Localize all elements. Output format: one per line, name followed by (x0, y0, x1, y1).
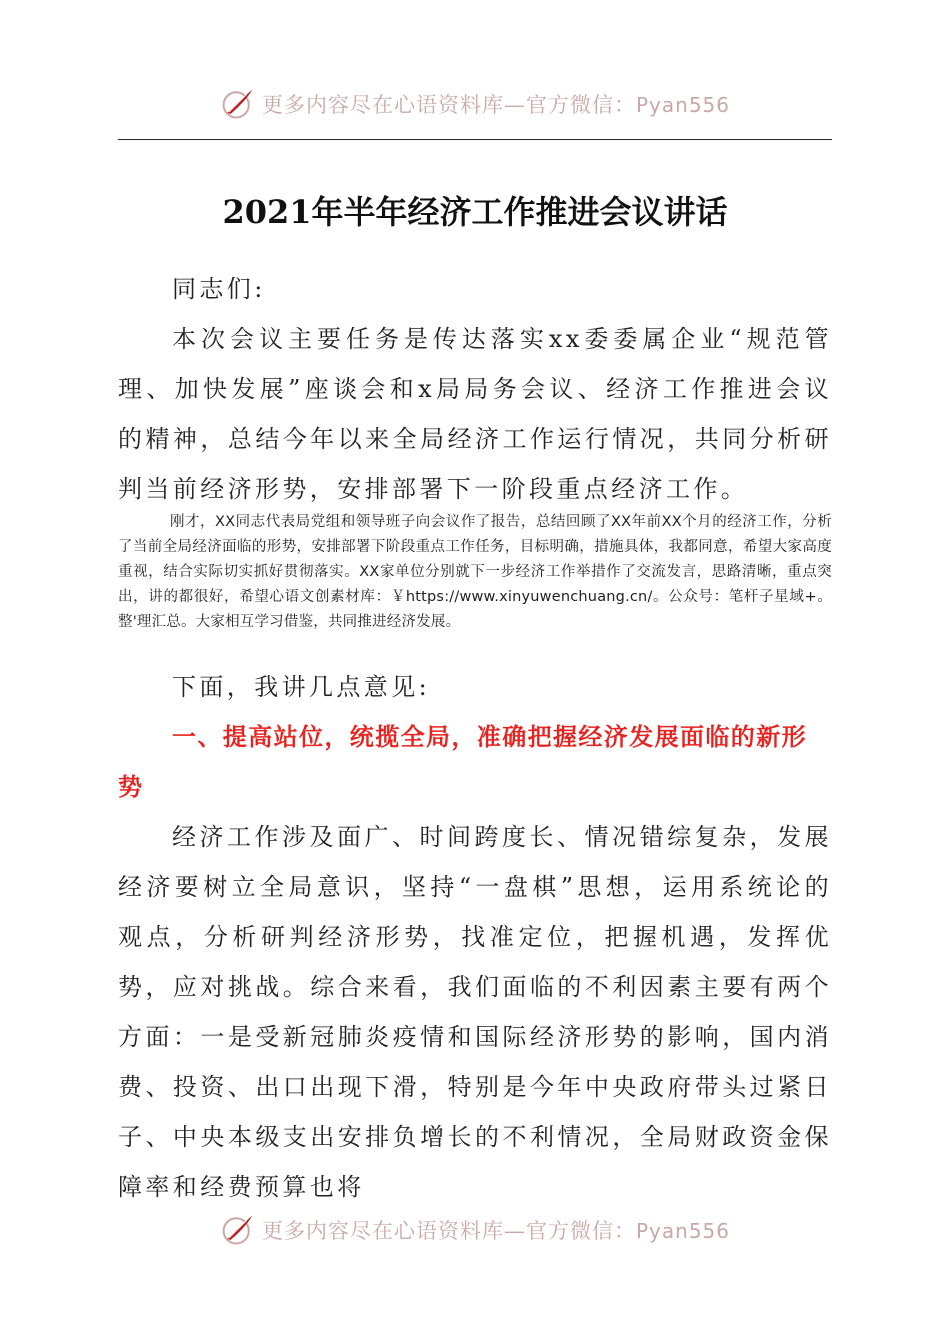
pen-quill-logo-icon (220, 86, 256, 122)
footer-banner (0, 1208, 950, 1252)
header-divider (118, 139, 832, 140)
paragraph-transition: 下面，我讲几点意见: (172, 673, 431, 701)
paragraph-report-summary: 刚才，XX同志代表局党组和领导班子向会议作了报告，总结回顾了XX年前XX个月的经济工作，分析了当前全局经济面临的形势，安排部署下阶段重点工作任务，目标明确，措施具体，我都同意，希望大家高度重视，结合实际切实抓好贯彻落实。XX家单位分别就下一步经济工作举措作了交流发言，思路清晰，重点突出，讲的都很好，希望心语文创素材库：￥https://www.xinyuwenchuang.cn/。公众号：笔杆子星域+。整'理汇总。大家相互学习借鉴，共同推进经济发展。 (118, 514, 832, 630)
document-title: 2021年半年经济工作推进会议讲话 (222, 193, 728, 231)
paragraph-intro: 本次会议主要任务是传达落实xx委委属企业“规范管理、加快发展”座谈会和x局局务会议、经济工作推进会议的精神，总结今年以来全局经济工作运行情况，共同分析研判当前经济形势，安排部署下一阶段重点经济工作。 (118, 325, 832, 503)
banner-wechat-id: Pyan556 (635, 93, 730, 117)
banner-text: 更多内容尽在心语资料库—官方微信：Pyan556 (261, 93, 730, 117)
pen-quill-logo-icon (220, 1212, 256, 1248)
header-banner (0, 82, 950, 126)
paragraph-economic-situation: 经济工作涉及面广、时间跨度长、情况错综复杂，发展经济要树立全局意识，坚持“一盘棋”思想，运用系统论的观点，分析研判经济形势，找准定位，把握机遇，发挥优势，应对挑战。综合来看，我们面临的不利因素主要有两个方面：一是受新冠肺炎疫情和国际经济形势的影响，国内消费、投资、出口出现下滑，特别是今年中央政府带头过紧日子、中央本级支出安排负增长的不利情况，全局财政资金保障率和经费预算也将 (118, 823, 832, 1201)
banner-wechat-id: Pyan556 (635, 1219, 730, 1243)
section-heading-1: 一、提高站位，统揽全局，准确把握经济发展面临的新形势 (118, 723, 807, 801)
banner-text: 更多内容尽在心语资料库—官方微信：Pyan556 (261, 1219, 730, 1243)
salutation: 同志们: (172, 275, 266, 303)
